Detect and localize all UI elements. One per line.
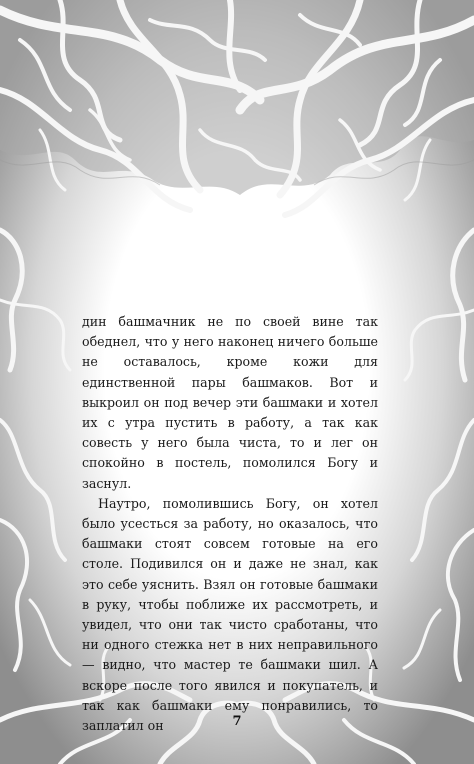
story-text bbox=[82, 312, 378, 736]
paragraph-1: дин башмачник не по своей вине так обеднел, что у него наконец ничего больше не оставалось, кроме кожи для единственной пары башмаков. Вот и выкроил он под вечер эти башмаки и хотел их с утра пустить в работу, а так как совесть у него была чиста, то и лег он спокойно в постель, помолился Богу и заснул. bbox=[82, 314, 378, 491]
page-number: 7 bbox=[232, 714, 242, 729]
paragraph-2: Наутро, помолившись Богу, он хотел было усесться за работу, но оказалось, что башмаки стоят совсем готовые на его столе. Подивился он и даже не знал, как это себе уяснить. Взял он готовые башмаки в руку, чтобы поближе их рассмотреть, и увидел, что они так чисто сработаны, что ни одного стежка нет в них неправильного — видно, что мастер те башмаки шил. А вскоре после того явился и покупатель, и так как башмаки ему понравились, то заплатил он bbox=[82, 495, 378, 734]
